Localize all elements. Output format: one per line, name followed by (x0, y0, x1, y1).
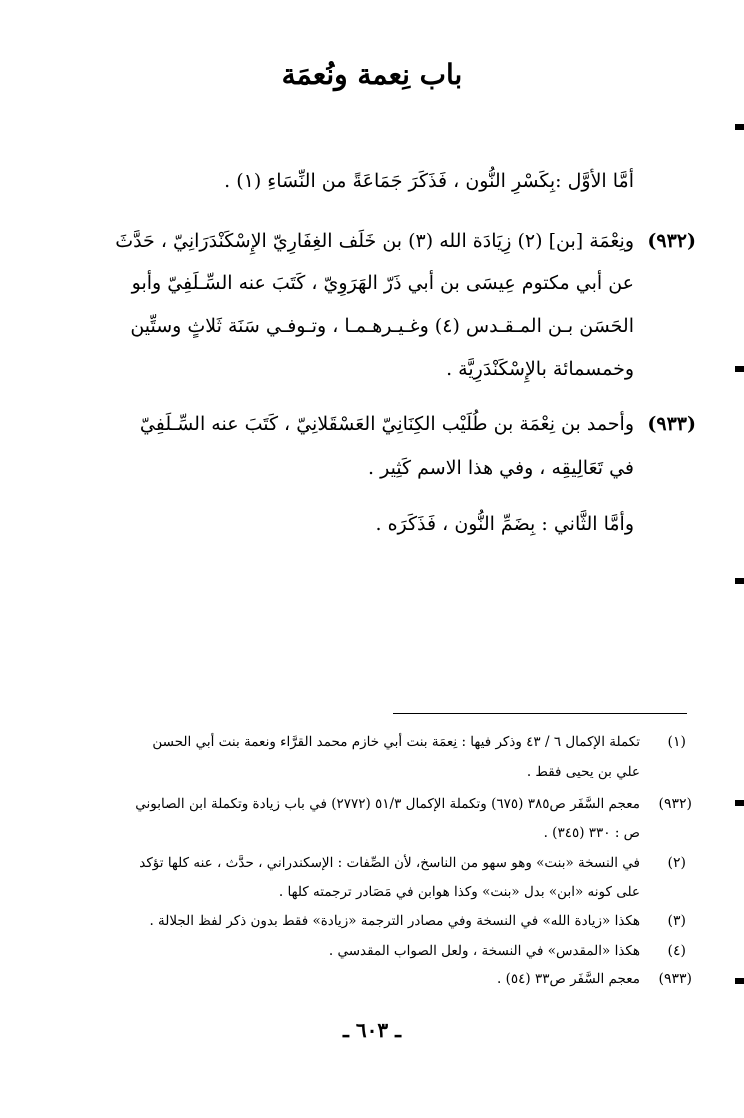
scan-edge-mark (735, 578, 744, 584)
footnote-line: على كونه «ابن» بدل «بنت» وكذا هوابن في مَصَادر ترجمته كلها . (278, 884, 640, 900)
footnote-marker: (٩٣٢) (658, 796, 692, 812)
footnote-marker: (٤) (667, 943, 686, 959)
page-number: ـ ٦٠٣ ـ (343, 1018, 401, 1042)
footnote-line: ص : ٣٣٠ (٣٤٥) . (543, 825, 640, 841)
entry-number: (٩٣٣) (647, 413, 696, 435)
footnote-line: علي بن يحيى فقط . (526, 764, 640, 780)
scan-edge-mark (735, 124, 744, 130)
entry-line: وخمسمائة بالإِسْكَنْدَرِيَّة . (446, 358, 634, 380)
entry-line: ونِعْمَة [بن] (٢) زِيَادَة الله (٣) بن خَلَف الغِفَارِيّ الإِسْكَنْدَرَانِيّ ، حَدَّثَ (115, 230, 634, 252)
footnote-line: هكذا «زيادة الله» في النسخة وفي مصادر الترجمة «زيادة» فقط بدون ذكر لفظ الجلالة . (149, 913, 640, 929)
entry-number: (٩٣٢) (647, 230, 696, 252)
page-title: باب نِعمة ونُعمَة (281, 58, 463, 91)
footnote-marker: (٢) (667, 855, 686, 871)
scan-edge-mark (735, 366, 744, 372)
entry-line: وأحمد بن نِعْمَة بن طُلَيْب الكِنَانِيّ العَسْقَلانِيّ ، كَتَبَ عنه السِّـلَفِيّ (139, 413, 634, 435)
footnote-line: معجم السَّفَر ص٣٣ (٥٤) . (497, 971, 640, 987)
footnote-line: هكذا «المقدس» في النسخة ، ولعل الصواب المقدسي . (328, 943, 640, 959)
scan-edge-mark (735, 800, 744, 806)
footnote-line: معجم السَّفَر ص٣٨٥ (٦٧٥) وتكملة الإكمال ٥١/٣ (٢٧٧٢) في باب زيادة وتكملة ابن الصابوني (135, 796, 640, 812)
entry-line: في تَعَالِيقِه ، وفي هذا الاسم كَثِير . (368, 457, 634, 479)
footnote-marker: (٣) (667, 913, 686, 929)
scan-edge-mark (735, 978, 744, 984)
footnote-line: تكملة الإكمال ٦ / ٤٣ وذكر فيها : نِعمَة بنت أبي خازم محمد القرَّاء ونعمة بنت أبي الحسن (152, 734, 640, 750)
second-line: وأمَّا الثَّاني : بِضَمِّ النُّون ، فَذَكَرَه . (375, 513, 634, 535)
footnote-separator (393, 713, 687, 714)
footnote-marker: (٩٣٣) (658, 971, 692, 987)
footnote-marker: (١) (667, 734, 686, 750)
intro-line: أمَّا الأوَّل :بِكَسْرِ النُّون ، فَذَكَرَ جَمَاعَةً من النِّسَاءِ (١) . (224, 170, 634, 192)
entry-line: عن أبي مكتوم عِيسَى بن أبي ذَرّ الهَرَوِيّ ، كَتَبَ عنه السِّـلَفِيّ وأبو (131, 272, 634, 294)
entry-line: الحَسَن بـن المـقـدس (٤) وغـيـرهـمـا ، وتـوفـي سَنَة ثَلاثٍ وستِّين (130, 315, 634, 337)
footnote-line: في النسخة «بنت» وهو سهو من الناسخ، لأن الصِّفات : الإسكندراني ، حدَّث ، عنه كلها تؤكد (139, 855, 640, 871)
